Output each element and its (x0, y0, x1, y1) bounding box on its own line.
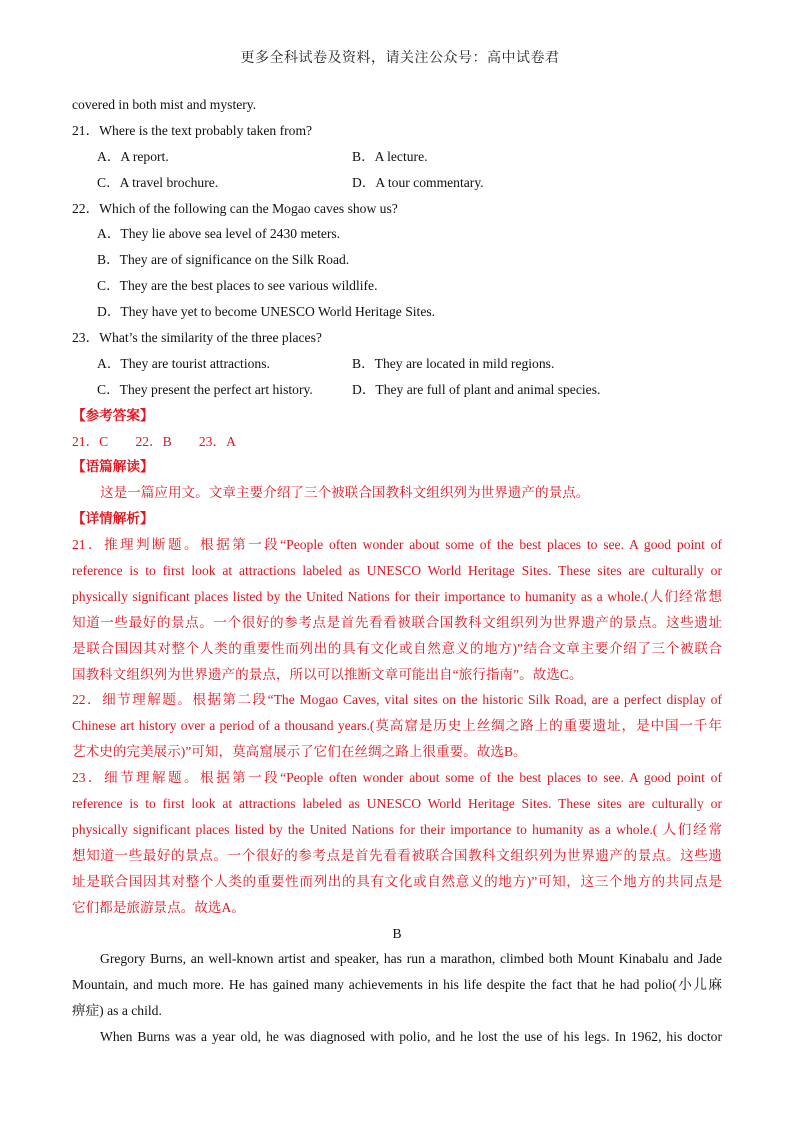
explanation-line: physically significant places listed by the United Nations for their importance to humanity as a whole.(人们经常想 (72, 588, 722, 604)
analysis-text: 这是一篇应用文。文章主要介绍了三个被联合国教科文组织列为世界遗产的景点。 (100, 485, 590, 501)
question-23-options-row-2 (72, 377, 722, 403)
passage-block (72, 946, 722, 1050)
answer-heading: 【参考答案】 (72, 407, 154, 423)
explanation-line: 址是联合国因其对整个人类的重要性而列出的具有文化或自然意义的地方)”可知，这三个地方的共同点是 (72, 873, 722, 889)
analysis-heading: 【语篇解读】 (72, 459, 154, 475)
question-23-option-a: A．They are tourist attractions. (97, 355, 270, 371)
explanation-line: 23．细节理解题。根据第一段“People often wonder about some of the best places to see. A good point of (72, 770, 722, 786)
explanation-line: 它们都是旅游景点。故选A。 (72, 899, 245, 915)
question-23-options-row-1 (72, 351, 722, 377)
question-23-option-c: C．They present the perfect art history. (97, 381, 313, 397)
passage-line: Gregory Burns, an well-known artist and speaker, has run a marathon, climbed both Mount Kinabalu and Jade (100, 951, 722, 967)
explanation-line: 22．细节理解题。根据第二段“The Mogao Caves, vital sites on the historic Silk Road, are a perfect display of (72, 692, 722, 708)
explanation-line: 国教科文组织列为世界遗产的景点，所以可以推断文章可能出自“旅行指南”。故选C。 (72, 666, 583, 682)
passage-line: When Burns was a year old, he was diagnosed with polio, and he lost the use of his legs. In 1962, his doctor (100, 1029, 722, 1045)
explanation-line: reference is to first look at attractions labeled as UNESCO World Heritage Sites. These sites are culturally or (72, 563, 722, 579)
question-21-option-c: C．A travel brochure. (97, 174, 219, 190)
explanation-block (72, 532, 722, 920)
question-23-stem: 23．What’s the similarity of the three places? (72, 330, 322, 346)
explanation-line: reference is to first look at attractions labeled as UNESCO World Heritage Sites. These sites are culturally or (72, 796, 722, 812)
question-22-stem: 22．Which of the following can the Mogao caves show us? (72, 200, 398, 216)
question-21-stem: 21．Where is the text probably taken from? (72, 122, 313, 138)
answer-list: 21．C 22．B 23．A (72, 433, 236, 449)
question-22-option-a: A．They lie above sea level of 2430 meters. (97, 226, 341, 242)
question-23-option-d: D．They are full of plant and animal species. (352, 381, 601, 397)
question-21-option-d: D．A tour commentary. (352, 174, 484, 190)
question-22-option-d: D．They have yet to become UNESCO World Heritage Sites. (97, 304, 436, 320)
section-label: B (392, 925, 402, 941)
passage-line: Mountain, and much more. He has gained many achievements in his life despite the fact that he had polio(小儿麻 (72, 977, 722, 993)
explanation-line: 知道一些最好的景点。一个很好的参考点是首先看看被联合国教科文组织列为世界遗产的景点。这些遗址 (72, 614, 722, 630)
page-header: 更多全科试卷及资料，请关注公众号：高中试卷君 (240, 50, 560, 66)
passage-line: 痹症) as a child. (72, 1003, 162, 1019)
question-22-option-b: B．They are of significance on the Silk Road. (97, 252, 350, 268)
explanation-line: 艺术史的完美展示)”可知，莫高窟展示了它们在丝绸之路上很重要。故选B。 (72, 744, 527, 760)
explanation-line: 是联合国因其对整个人类的重要性而列出的具有文化或自然意义的地方)”结合文章主要介绍了三个被联合 (72, 640, 722, 656)
question-21-options-row-1 (72, 144, 722, 170)
explanation-heading: 【详情解析】 (72, 511, 154, 527)
explanation-line: physically significant places listed by the United Nations for their importance to humanity as a whole.( 人们经常 (72, 821, 722, 837)
question-21-option-a: A．A report. (97, 148, 169, 164)
intro-line: covered in both mist and mystery. (72, 97, 257, 112)
question-21-options-row-2 (72, 170, 722, 196)
document-body (72, 92, 722, 1050)
explanation-line: 想知道一些最好的景点。一个很好的参考点是首先看看被联合国教科文组织列为世界遗产的景点。这些遗 (72, 847, 722, 863)
question-22-option-c: C．They are the best places to see various wildlife. (97, 278, 378, 294)
question-21-option-b: B．A lecture. (352, 148, 428, 164)
explanation-line: Chinese art history over a period of a thousand years.(莫高窟是历史上丝绸之路上的重要遗址，是中国一千年 (72, 718, 722, 734)
question-23-option-b: B．They are located in mild regions. (352, 355, 555, 371)
explanation-line: 21．推理判断题。根据第一段“People often wonder about some of the best places to see. A good point of (72, 537, 722, 553)
